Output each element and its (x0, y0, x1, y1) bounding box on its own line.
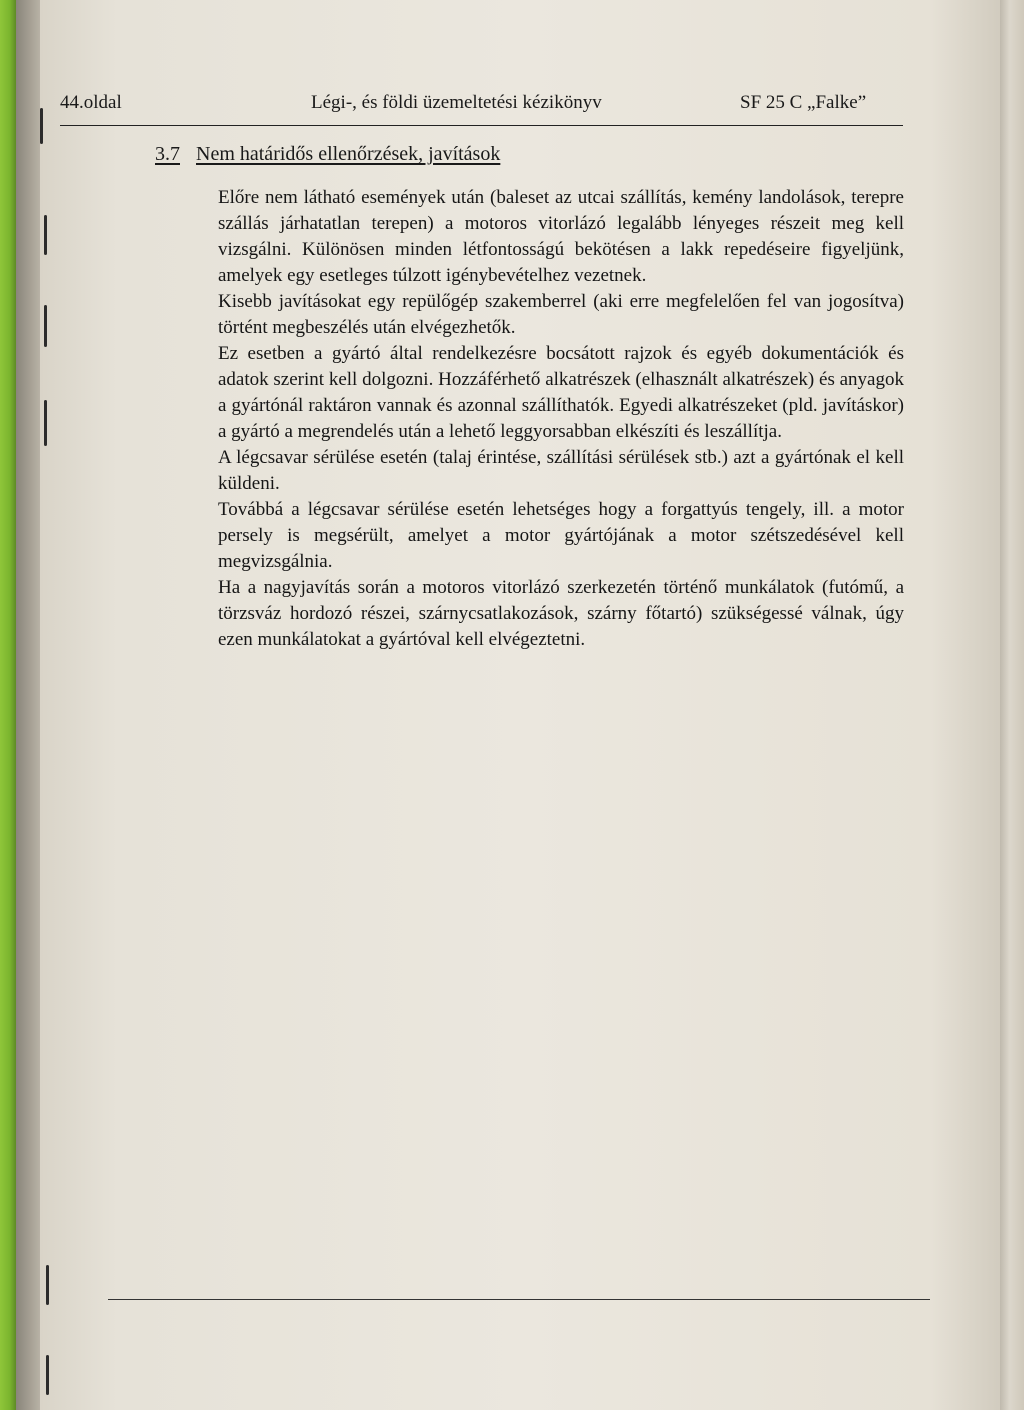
binding-hole (46, 1355, 49, 1395)
body-text (218, 185, 904, 653)
header-rule (60, 125, 903, 126)
binding-hole (44, 305, 47, 347)
binding-hole (46, 1265, 49, 1305)
aircraft-model: SF 25 C „Falke” (740, 92, 867, 113)
page-header (60, 92, 903, 126)
paragraph: Előre nem látható események után (baleset az utcai szállítás, kemény landolások, terepre szállás járhatatlan terepen) a motoros vitorlázó legalább lényeges részeit meg kell vizsgálni. Különösen minden létfontosságú bekötésen a lakk repedéseire figyeljünk, amelyek egy esetleges túlzott igénybevételhez vezetnek. (218, 187, 904, 286)
binding-hole (44, 215, 47, 255)
paragraph: Ez esetben a gyártó által rendelkezésre bocsátott rajzok és egyéb dokumentációk és adatok szerint kell dolgozni. Hozzáférhető alkatrészek (elhasznált alkatrészek) és anyagok a gyártónál raktáron vannak és azonnal szállíthatók. Egyedi alkatrészeket (pld. javításkor) a gyártó a megrendelés után a lehető leggyorsabban elkészíti és leszállítja. (218, 343, 904, 442)
paragraph: A légcsavar sérülése esetén (talaj érintése, szállítási sérülések stb.) azt a gyártónak el kell küldeni. (218, 447, 904, 494)
page-number: 44.oldal (60, 92, 122, 113)
binding-hole (44, 400, 47, 446)
manual-title: Légi-, és földi üzemeltetési kézikönyv (311, 92, 602, 113)
green-background-edge (0, 0, 16, 1410)
paragraph: Továbbá a légcsavar sérülése esetén lehetséges hogy a forgattyús tengely, ill. a motor persely is megsérült, amelyet a motor gyártójának a motor szétszedésével kell megvizsgálnia. (218, 499, 904, 572)
binding-hole (40, 108, 43, 144)
footer-rule (108, 1299, 930, 1300)
section-number: 3.7 (155, 143, 180, 165)
section-heading (155, 143, 500, 166)
section-title: Nem határidős ellenőrzések, javítások (196, 143, 501, 165)
paragraph: Kisebb javításokat egy repülőgép szakemberrel (aki erre megfelelően fel van jogosítva) történt megbeszélés után elvégezhetők. (218, 291, 904, 338)
page-stack-edge (1000, 0, 1024, 1410)
paragraph: Ha a nagyjavítás során a motoros vitorlázó szerkezetén történő munkálatok (futómű, a törzsváz hordozó részei, szárnycsatlakozások, szárny főtartó) szükségessé válnak, úgy ezen munkálatokat a gyártóval kell elvégeztetni. (218, 577, 904, 650)
